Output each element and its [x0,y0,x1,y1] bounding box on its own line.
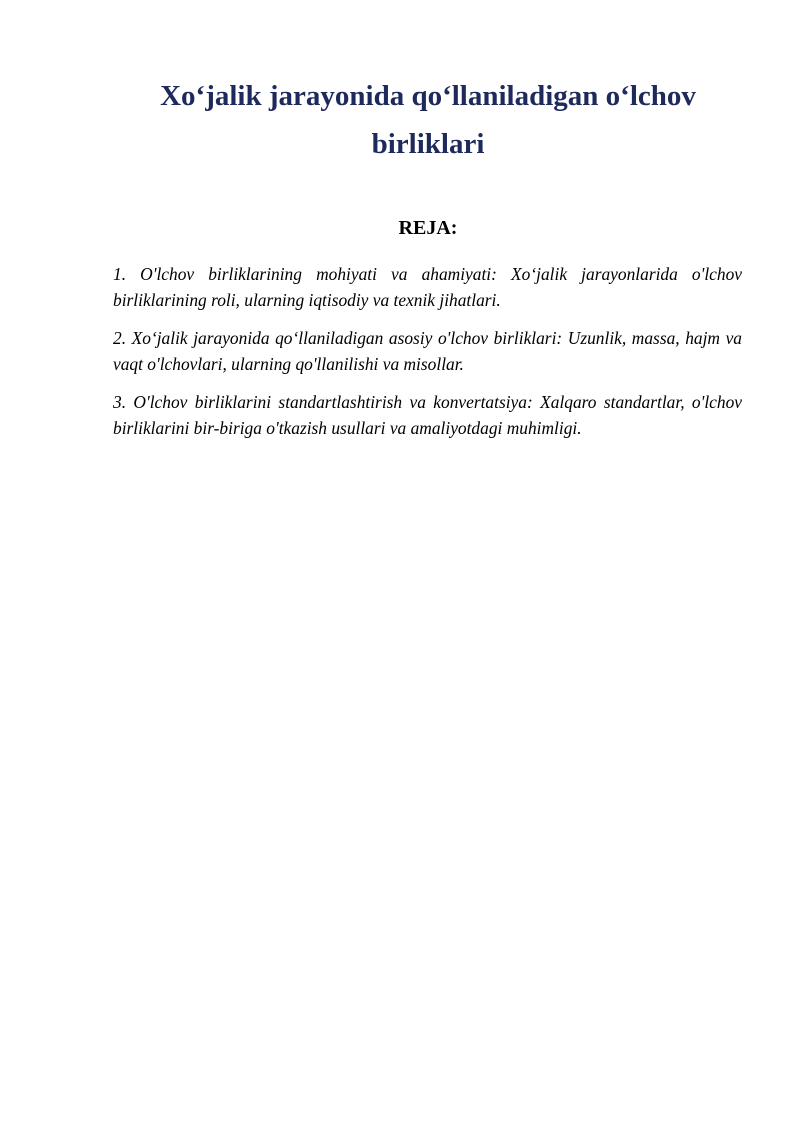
plan-item-1: 1. O'lchov birliklarining mohiyati va ahamiyati: Xo‘jalik jarayonlarida o'lchov birliklarining roli, ularning iqtisodiy va texnik jihatlari. [113,264,742,310]
plan-list [113,261,742,453]
document-title: Xo‘jalik jarayonida qo‘llaniladigan o‘lchov birliklari [160,80,696,160]
plan-item-2: 2. Xo‘jalik jarayonida qo‘llaniladigan asosiy o'lchov birliklari: Uzunlik, massa, hajm va vaqt o'lchovlari, ularning qo'llanilishi va misollar. [113,328,742,374]
plan-heading: REJA: [398,217,458,239]
plan-item-3: 3. O'lchov birliklarini standartlashtirish va konvertatsiya: Xalqaro standartlar, o'lchov birliklarini bir-biriga o'tkazish usullari va amaliyotdagi muhimligi. [113,392,742,438]
